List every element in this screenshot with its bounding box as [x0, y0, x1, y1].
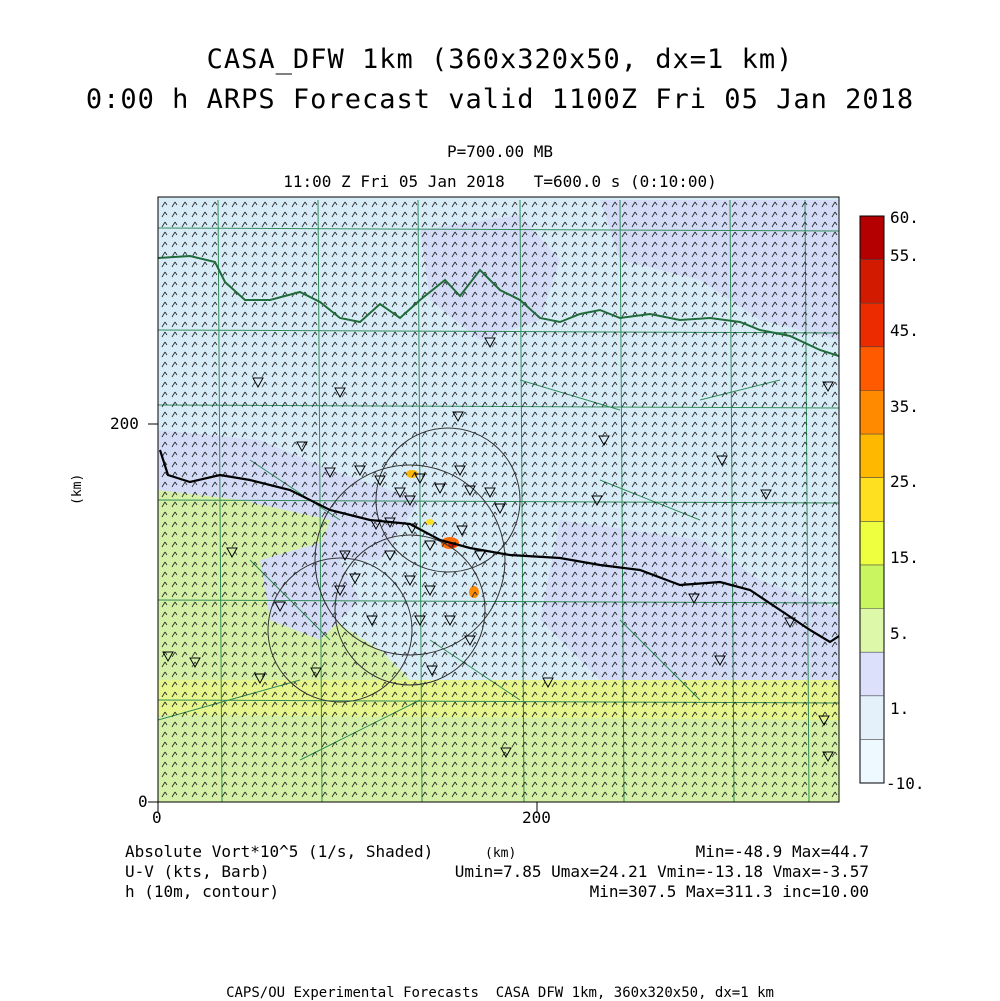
vort-spot-3 [426, 519, 434, 525]
colorbar-swatch [860, 216, 884, 260]
y-axis-label: (km) [70, 473, 85, 505]
colorbar-label: 25. [890, 472, 919, 491]
contour-field-stats: Min=307.5 Max=311.3 inc=10.00 [589, 882, 869, 901]
x-tick-0: 0 [152, 808, 162, 827]
colorbar-swatch [860, 609, 884, 653]
x-axis-label: (km) [485, 846, 517, 861]
colorbar-swatch [860, 434, 884, 478]
colorbar-label: -10. [886, 774, 925, 793]
x-tick-200: 200 [522, 808, 551, 827]
colorbar-swatch [860, 652, 884, 696]
colorbar-swatch [860, 696, 884, 740]
colorbar [860, 216, 884, 784]
colorbar-label: 60. [890, 208, 919, 227]
shaded-field-label: Absolute Vort*10^5 (1/s, Shaded) [125, 842, 434, 861]
title-line-2: 0:00 h ARPS Forecast valid 1100Z Fri 05 Jan 2018 [85, 84, 915, 115]
colorbar-swatch [860, 565, 884, 609]
contour-field-label: h (10m, contour) [125, 882, 280, 901]
colorbar-swatch [860, 391, 884, 435]
colorbar-swatch [860, 260, 884, 304]
colorbar-swatch [860, 347, 884, 391]
y-tick-200: 200 [110, 414, 139, 433]
colorbar-label: 45. [890, 321, 919, 340]
vort-spot-2 [469, 586, 479, 598]
colorbar-label: 5. [890, 624, 910, 643]
time-label: 11:00 Z Fri 05 Jan 2018 T=600.0 s (0:10:00) [283, 172, 717, 191]
y-tick-0: 0 [138, 792, 148, 811]
map-plot-area [158, 197, 839, 802]
level-label: P=700.00 MB [447, 142, 553, 161]
colorbar-swatch [860, 303, 884, 347]
barb-field-label: U-V (kts, Barb) [125, 862, 270, 881]
footer-credit: CAPS/OU Experimental Forecasts CASA DFW 1km, 360x320x50, dx=1 km [226, 985, 774, 1001]
colorbar-label: 1. [890, 699, 910, 718]
colorbar-swatch [860, 739, 884, 783]
shaded-field-stats: Min=-48.9 Max=44.7 [695, 842, 869, 861]
colorbar-swatch [860, 521, 884, 565]
colorbar-swatch [860, 478, 884, 522]
colorbar-label: 55. [890, 246, 919, 265]
barb-field-stats: Umin=7.85 Umax=24.21 Vmin=-13.18 Vmax=-3.57 [454, 862, 869, 881]
title-line-1: CASA_DFW 1km (360x320x50, dx=1 km) [206, 44, 794, 75]
colorbar-label: 15. [890, 548, 919, 567]
colorbar-label: 35. [890, 397, 919, 416]
